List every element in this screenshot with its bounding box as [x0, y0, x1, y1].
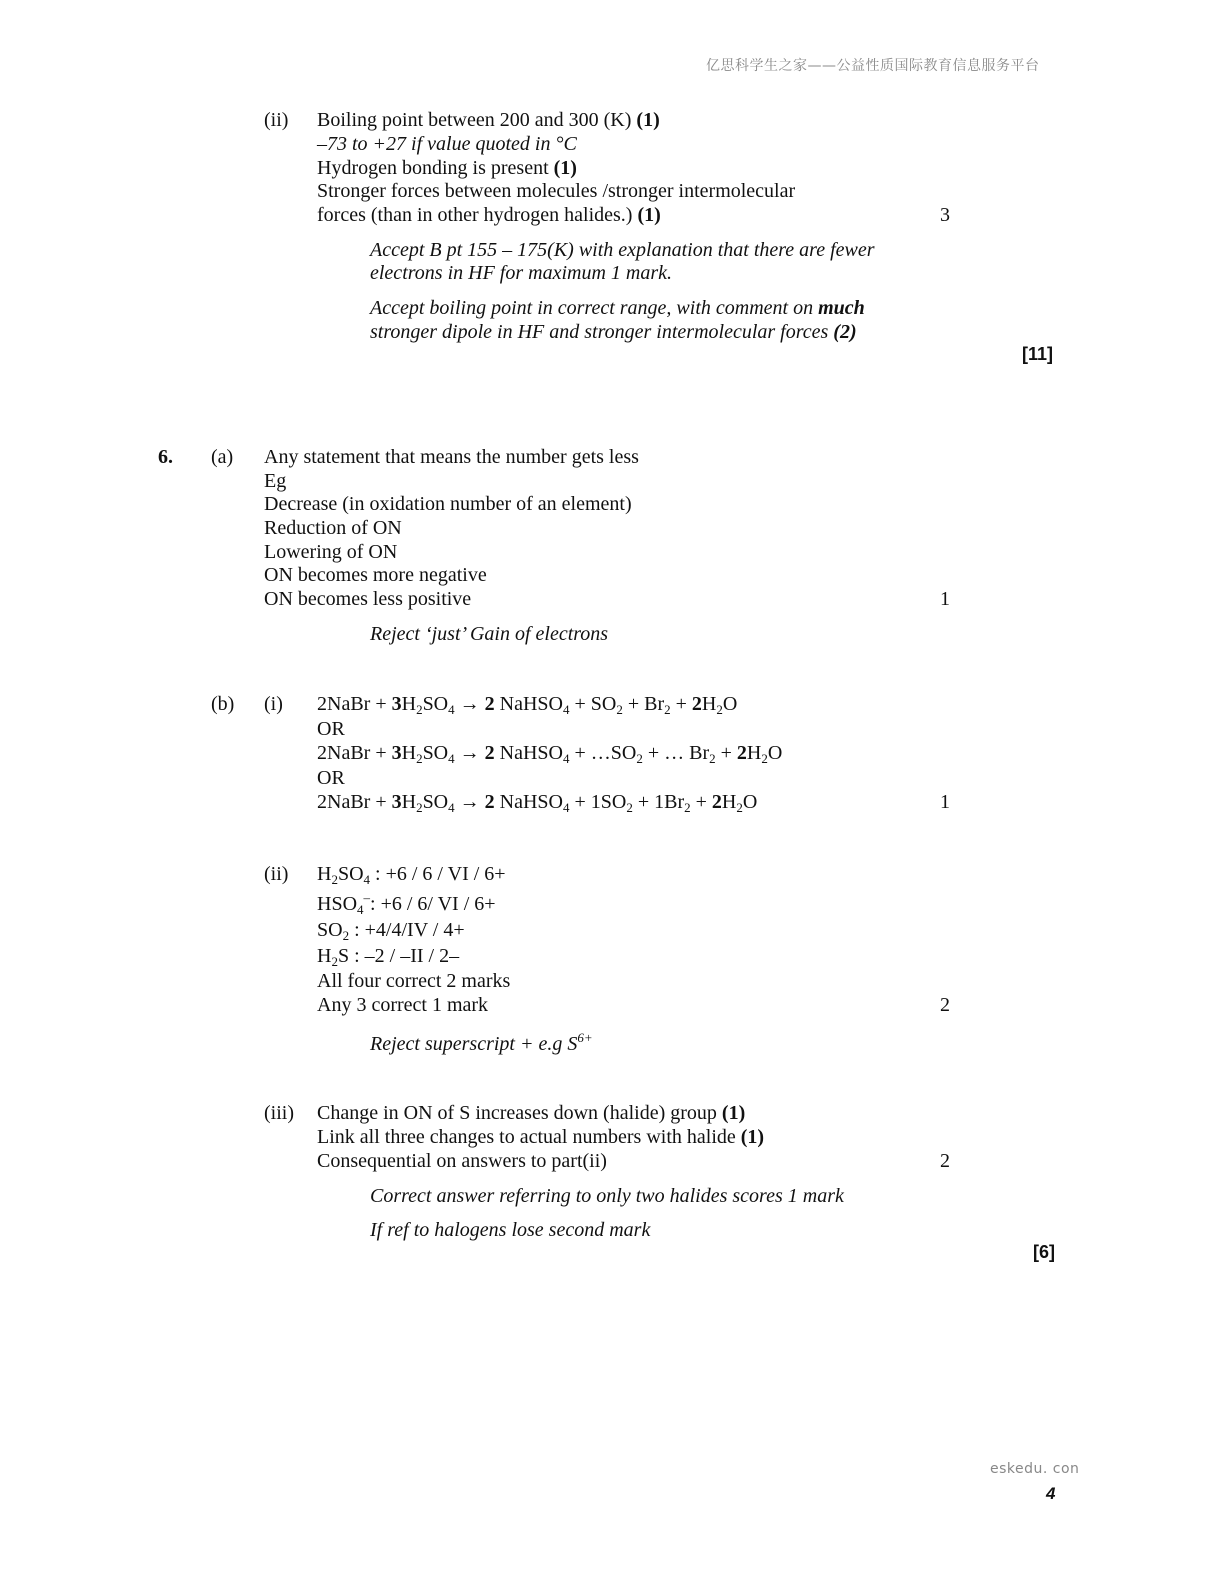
eq-text: SO — [422, 791, 449, 813]
q6-b-ii-note-superscript: 6+ — [577, 1030, 593, 1045]
equation-3 — [317, 790, 757, 814]
q5-ii-line-5-text: forces (than in other hydrogen halides.) — [317, 204, 633, 226]
q5-note-2-line-1-text: Accept boiling point in correct range, with comment on — [370, 297, 814, 319]
formula-subscript: 2 — [331, 954, 338, 969]
q6-b-iii-line-2-mark: (1) — [740, 1126, 765, 1148]
formula-text: HSO — [317, 893, 358, 915]
q6-b-iii-label: (iii) — [264, 1102, 294, 1124]
eq-text: H — [721, 791, 737, 813]
eq-text: + … Br — [642, 742, 710, 764]
eq-coefficient: 2 — [484, 791, 495, 813]
q6-a-line-5: Lowering of ON — [264, 541, 398, 563]
eq-subscript: 4 — [448, 702, 455, 717]
eq-text: O — [742, 791, 758, 813]
q5-note-1-line-1: Accept B pt 155 – 175(K) with explanation that there are fewer — [370, 239, 875, 261]
eq-text: + SO — [569, 693, 617, 715]
reaction-arrow: → — [454, 791, 485, 813]
eq-text: + Br — [622, 693, 665, 715]
q6-b-iii-marks: 2 — [940, 1150, 950, 1172]
q6-a-line-7: ON becomes less positive — [264, 588, 472, 610]
eq-subscript: 2 — [416, 800, 423, 815]
q5-total-marks: [11] — [1022, 344, 1054, 364]
q6-b-iii-line-1-mark: (1) — [721, 1102, 746, 1124]
or-separator-2: OR — [317, 767, 345, 789]
q5-ii-line-5-mark: (1) — [637, 204, 661, 226]
q6-part-a-label: (a) — [211, 446, 234, 468]
q6-a-line-1: Any statement that means the number gets less — [264, 446, 639, 468]
q5-ii-line-1 — [317, 108, 660, 132]
eq-text: 2NaBr + — [317, 693, 392, 715]
q5-note-2-emphasis: much — [818, 297, 865, 319]
eq-text: + — [690, 791, 712, 813]
formula-subscript: 4 — [357, 902, 364, 917]
eq-text: H — [401, 693, 417, 715]
q6-b-ii-note-text: Reject superscript + e.g S — [370, 1033, 578, 1055]
q6-a-line-6: ON becomes more negative — [264, 564, 487, 586]
eq-subscript: 2 — [416, 702, 423, 717]
q6-b-iii-note-1: Correct answer referring to only two halides scores 1 mark — [370, 1185, 844, 1207]
eq-subscript: 2 — [684, 800, 691, 815]
q6-total-marks: [6] — [1033, 1242, 1055, 1262]
eq-text: SO — [422, 742, 449, 764]
eq-text: + 1SO — [569, 791, 627, 813]
formula-subscript: 2 — [331, 872, 338, 887]
q6-b-ii-line-6: Any 3 correct 1 mark — [317, 994, 489, 1016]
eq-coefficient: 2 — [711, 791, 722, 813]
oxidation-state-hso4 — [317, 892, 496, 916]
footer-site: eskedu. con — [990, 1461, 1080, 1477]
q6-b-iii-note-2: If ref to halogens lose second mark — [370, 1219, 651, 1241]
q5-ii-line-5 — [317, 203, 661, 227]
q6-a-note: Reject ‘just’ Gain of electrons — [370, 623, 609, 645]
eq-coefficient: 2 — [484, 693, 495, 715]
formula-charge: – — [363, 890, 371, 905]
eq-subscript: 4 — [562, 800, 570, 815]
oxidation-values: : +6 / 6/ VI / 6+ — [370, 893, 496, 915]
eq-subscript: 4 — [562, 702, 570, 717]
eq-subscript: 2 — [709, 751, 716, 766]
q5-note-1-line-2: electrons in HF for maximum 1 mark. — [370, 262, 672, 284]
eq-text: + 1Br — [632, 791, 685, 813]
eq-subscript: 4 — [448, 800, 455, 815]
eq-text: + …SO — [569, 742, 637, 764]
formula-subscript: 2 — [342, 928, 350, 943]
q6-part-b-label: (b) — [211, 693, 235, 715]
eq-subscript: 2 — [416, 751, 423, 766]
q5-ii-line-3-mark: (1) — [553, 157, 577, 179]
eq-coefficient: 2 — [691, 693, 702, 715]
eq-subscript: 2 — [761, 751, 768, 766]
q5-part-ii-label: (ii) — [264, 109, 289, 131]
eq-text: 2NaBr + — [317, 742, 392, 764]
q6-b-iii-line-1 — [317, 1101, 745, 1125]
q6-b-iii-line-2 — [317, 1125, 764, 1149]
eq-text: + — [670, 693, 692, 715]
q5-ii-line-1-mark: (1) — [636, 109, 660, 131]
oxidation-state-h2so4 — [317, 862, 506, 886]
q6-number: 6. — [158, 446, 173, 468]
oxidation-values: : +6 / 6 / VI / 6+ — [370, 863, 506, 885]
page-number: 4 — [1046, 1484, 1056, 1503]
eq-text: H — [746, 742, 762, 764]
q6-b-ii-line-5: All four correct 2 marks — [317, 970, 511, 992]
header-watermark: 亿思科学生之家——公益性质国际教育信息服务平台 — [706, 58, 1040, 74]
eq-subscript: 2 — [626, 800, 633, 815]
eq-subscript: 4 — [448, 751, 455, 766]
eq-text: O — [722, 693, 738, 715]
q5-ii-line-4: Stronger forces between molecules /stronger intermolecular — [317, 180, 796, 202]
eq-coefficient: 3 — [391, 693, 402, 715]
q6-b-ii-marks: 2 — [940, 994, 950, 1016]
q6-b-iii-line-1-text: Change in ON of S increases down (halide) group — [317, 1102, 717, 1124]
eq-text: SO — [422, 693, 449, 715]
eq-coefficient: 2 — [736, 742, 747, 764]
q6-b-i-marks: 1 — [940, 791, 950, 813]
reaction-arrow: → — [454, 742, 485, 764]
formula-text: H — [317, 945, 332, 967]
eq-subscript: 2 — [716, 702, 723, 717]
eq-text: H — [401, 791, 417, 813]
oxidation-values: S : –2 / –II / 2– — [337, 945, 460, 967]
eq-text: NaHSO — [494, 742, 563, 764]
eq-text: NaHSO — [494, 791, 563, 813]
q6-b-i-label: (i) — [264, 693, 283, 715]
q5-note-2-line-1 — [370, 296, 865, 320]
reaction-arrow: → — [454, 693, 485, 715]
eq-coefficient: 3 — [391, 791, 402, 813]
or-separator-1: OR — [317, 718, 345, 740]
equation-1 — [317, 692, 737, 716]
oxidation-values: : +4/4/IV / 4+ — [349, 919, 465, 941]
q5-ii-line-3-text: Hydrogen bonding is present — [317, 157, 549, 179]
q6-b-ii-label: (ii) — [264, 863, 289, 885]
eq-subscript: 2 — [636, 751, 643, 766]
formula-text: H — [317, 863, 332, 885]
q5-note-2-mark: (2) — [833, 321, 857, 343]
oxidation-state-h2s — [317, 944, 459, 968]
eq-subscript: 2 — [736, 800, 743, 815]
formula-subscript: 4 — [363, 872, 371, 887]
q6-b-ii-note — [370, 1032, 593, 1056]
q5-ii-line-2: –73 to +27 if value quoted in °C — [317, 133, 577, 155]
eq-subscript: 2 — [616, 702, 623, 717]
q6-a-line-2: Eg — [264, 470, 287, 492]
eq-text: H — [401, 742, 417, 764]
eq-text: + — [715, 742, 737, 764]
q6-a-marks: 1 — [940, 588, 950, 610]
oxidation-state-so2 — [317, 918, 465, 942]
q6-a-line-3: Decrease (in oxidation number of an element) — [264, 493, 632, 515]
eq-subscript: 4 — [562, 751, 570, 766]
formula-text: SO — [317, 919, 343, 941]
q5-ii-line-1-text: Boiling point between 200 and 300 (K) — [317, 109, 632, 131]
q5-note-2-line-2-text: stronger dipole in HF and stronger intermolecular forces — [370, 321, 829, 343]
q6-a-line-4: Reduction of ON — [264, 517, 402, 539]
eq-text: H — [701, 693, 717, 715]
eq-text: NaHSO — [494, 693, 563, 715]
eq-coefficient: 3 — [391, 742, 402, 764]
q6-b-iii-line-3: Consequential on answers to part(ii) — [317, 1150, 607, 1172]
eq-subscript: 2 — [664, 702, 671, 717]
equation-2 — [317, 741, 782, 765]
eq-text: 2NaBr + — [317, 791, 392, 813]
q5-note-2-line-2 — [370, 320, 857, 344]
formula-text: SO — [337, 863, 364, 885]
eq-text: O — [767, 742, 783, 764]
q6-b-iii-line-2-text: Link all three changes to actual numbers with halide — [317, 1126, 736, 1148]
q5-ii-marks: 3 — [940, 204, 950, 226]
eq-coefficient: 2 — [484, 742, 495, 764]
q5-ii-line-3 — [317, 156, 577, 180]
